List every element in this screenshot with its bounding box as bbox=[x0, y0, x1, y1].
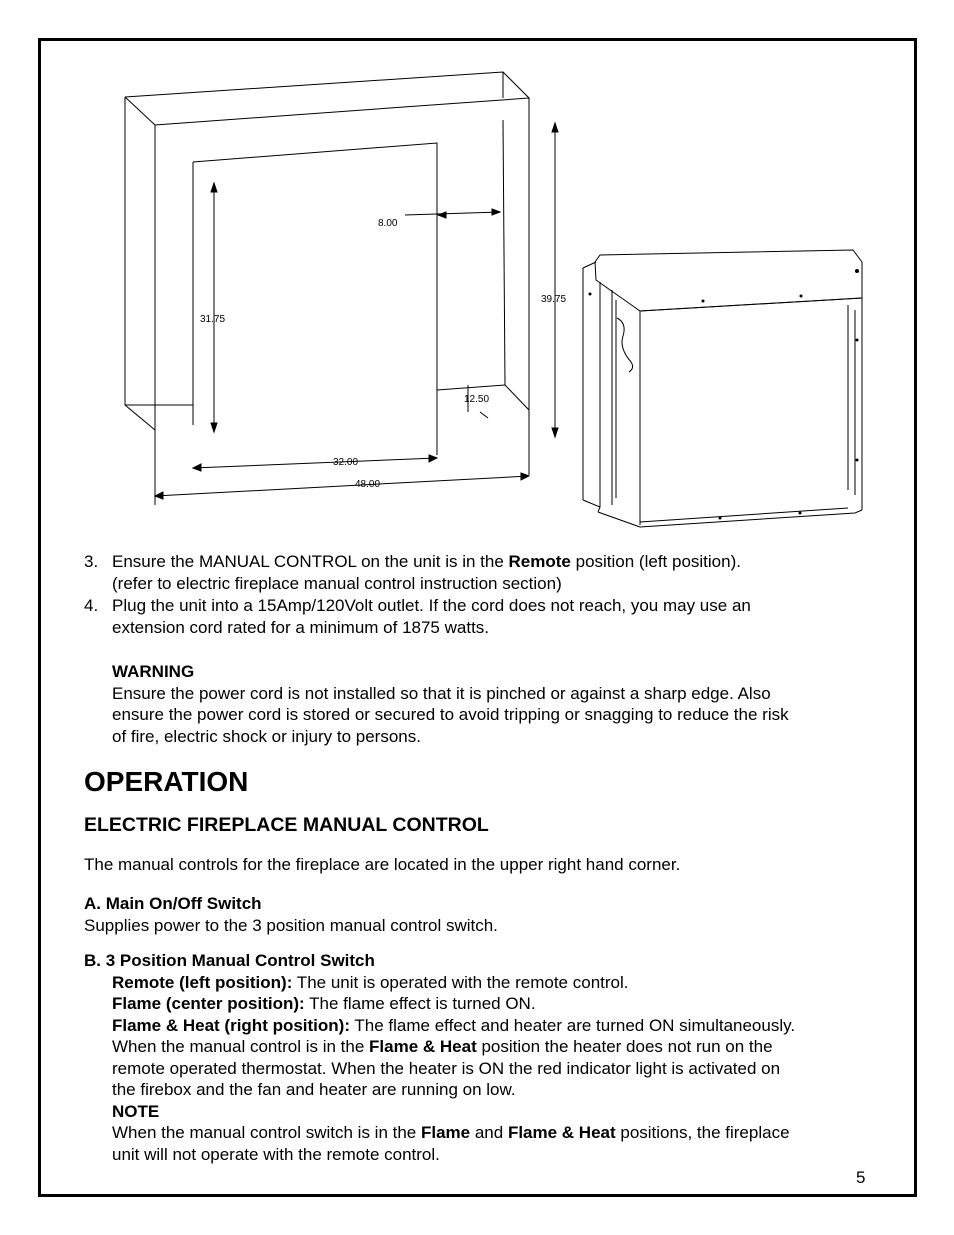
section-b-title: B. 3 Position Manual Control Switch bbox=[84, 951, 375, 970]
intro-text: The manual controls for the fireplace are located in the upper right hand corner. bbox=[84, 855, 681, 874]
dimension-lines bbox=[155, 123, 558, 499]
page-number: 5 bbox=[856, 1168, 866, 1187]
operation-heading: OPERATION bbox=[84, 766, 249, 797]
step-3-text: Ensure the MANUAL CONTROL on the unit is in the Remote position (left position). bbox=[112, 552, 741, 571]
step-4-line-1: Plug the unit into a 15Amp/120Volt outlet. If the cord does not reach, you may use an bbox=[112, 596, 751, 615]
warning-title: WARNING bbox=[112, 662, 195, 681]
remote-position-line: Remote (left position): The unit is operated with the remote control. bbox=[112, 973, 629, 992]
step-4-line-2: extension cord rated for a minimum of 1875 watts. bbox=[112, 618, 490, 637]
section-a-body: Supplies power to the 3 position manual control switch. bbox=[84, 916, 498, 935]
warning-line-3: of fire, electric shock or injury to persons. bbox=[112, 727, 421, 746]
flame-heat-detail-line-2: remote operated thermostat. When the heater is ON the red indicator light is activated on bbox=[112, 1059, 781, 1078]
note-line-1: When the manual control switch is in the Flame and Flame & Heat positions, the fireplace bbox=[112, 1123, 790, 1142]
step-4-number: 4. bbox=[84, 596, 99, 615]
flame-heat-position-line: Flame & Heat (right position): The flame effect and heater are turned ON simultaneously. bbox=[112, 1016, 796, 1035]
mantel-drawing bbox=[125, 72, 529, 505]
dim-31-75-label: 31.75 bbox=[200, 314, 226, 325]
dim-8-label: 8.00 bbox=[378, 218, 398, 229]
flame-position-line: Flame (center position): The flame effect is turned ON. bbox=[112, 994, 536, 1013]
step-3-note: (refer to electric fireplace manual control instruction section) bbox=[112, 574, 562, 593]
warning-line-2: ensure the power cord is stored or secured to avoid tripping or snagging to reduce the risk bbox=[112, 705, 789, 724]
dim-48-label: 48.00 bbox=[355, 479, 381, 490]
dim-32-label: 32.00 bbox=[333, 457, 359, 468]
section-a-title: A. Main On/Off Switch bbox=[84, 894, 262, 913]
flame-heat-detail-line-3: the firebox and the fan and heater are running on low. bbox=[112, 1080, 516, 1099]
firebox-unit-drawing bbox=[583, 250, 862, 527]
dim-39-75-label: 39.75 bbox=[541, 294, 567, 305]
manual-control-heading: ELECTRIC FIREPLACE MANUAL CONTROL bbox=[84, 814, 489, 836]
fireplace-diagram bbox=[0, 0, 954, 560]
note-title: NOTE bbox=[112, 1102, 160, 1121]
dim-12-50-label: 12.50 bbox=[464, 394, 490, 405]
note-line-2: unit will not operate with the remote control. bbox=[112, 1145, 440, 1164]
flame-heat-detail-line-1: When the manual control is in the Flame & Heat position the heater does not run on the bbox=[112, 1037, 773, 1056]
step-3-number: 3. bbox=[84, 552, 99, 571]
warning-line-1: Ensure the power cord is not installed so that it is pinched or against a sharp edge. Also bbox=[112, 684, 771, 703]
